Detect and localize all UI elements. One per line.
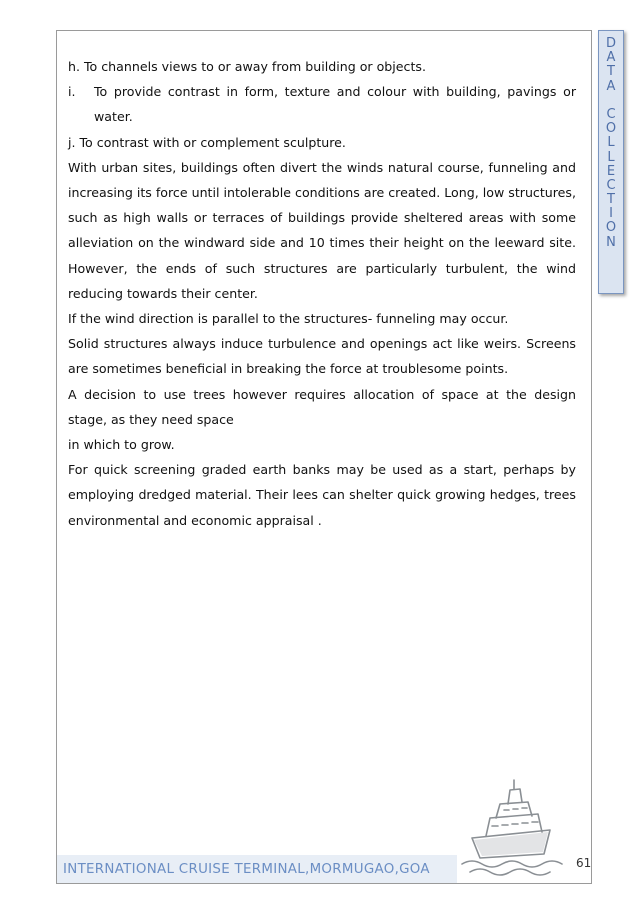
- side-tab-letter: L: [607, 149, 615, 165]
- paragraph-j: j. To contrast with or complement sculpture.: [68, 134, 346, 150]
- side-tab-letters: [599, 31, 623, 250]
- cruise-ship-icon: [452, 774, 574, 878]
- side-tab-letter: O: [605, 220, 617, 236]
- side-tab-letter: E: [606, 163, 616, 179]
- page-number: 61: [576, 856, 592, 870]
- side-tab-letter: C: [606, 177, 616, 193]
- side-tab-letter: O: [605, 121, 617, 137]
- paragraph-wind-parallel: If the wind direction is parallel to the structures- funneling may occur.: [68, 311, 509, 327]
- side-tab-letter: C: [606, 106, 616, 122]
- side-tab-letter: T: [607, 64, 615, 80]
- list-item-i: [68, 79, 576, 129]
- side-tab-data-collection: [598, 30, 624, 294]
- paragraph-urban-sites: With urban sites, buildings often divert the winds natural course, funneling and increasing its force until intolerable conditions are created. Long, low structures, such as high walls or terraces of buildings provide sheltered areas with some alleviation on the windward side and 10 times their height on the leeward site. However, the ends of such structures are particularly turbulent, the wind reducing towards their center.: [68, 159, 576, 301]
- side-tab-letter: A: [606, 50, 616, 66]
- side-tab-letter: A: [606, 78, 616, 94]
- footer-title: INTERNATIONAL CRUISE TERMINAL,MORMUGAO,GOA: [63, 862, 430, 877]
- paragraph-trees-continued: in which to grow.: [68, 437, 175, 453]
- paragraph-h: h. To channels views to or away from building or objects.: [68, 59, 426, 74]
- side-tab-letter: L: [607, 135, 615, 151]
- list-marker: i.: [68, 84, 76, 100]
- list-item-text: To provide contrast in form, texture and colour with building, pavings or water.: [94, 84, 576, 125]
- side-tab-letter: N: [606, 234, 616, 250]
- side-tab-letter: I: [609, 206, 613, 222]
- document-body: [68, 54, 576, 533]
- paragraph-trees: A decision to use trees however requires allocation of space at the design stage, as they need space: [68, 386, 576, 427]
- side-tab-letter: D: [605, 36, 616, 51]
- paragraph-screening: For quick screening graded earth banks may be used as a start, perhaps by employing dredged material. Their lees can shelter quick growing hedges, trees environmental and economic appraisal .: [68, 462, 576, 528]
- paragraph-solid-structures: Solid structures always induce turbulence and openings act like weirs. Screens are sometimes beneficial in breaking the force at troublesome points.: [68, 336, 576, 377]
- side-tab-letter: T: [607, 192, 615, 208]
